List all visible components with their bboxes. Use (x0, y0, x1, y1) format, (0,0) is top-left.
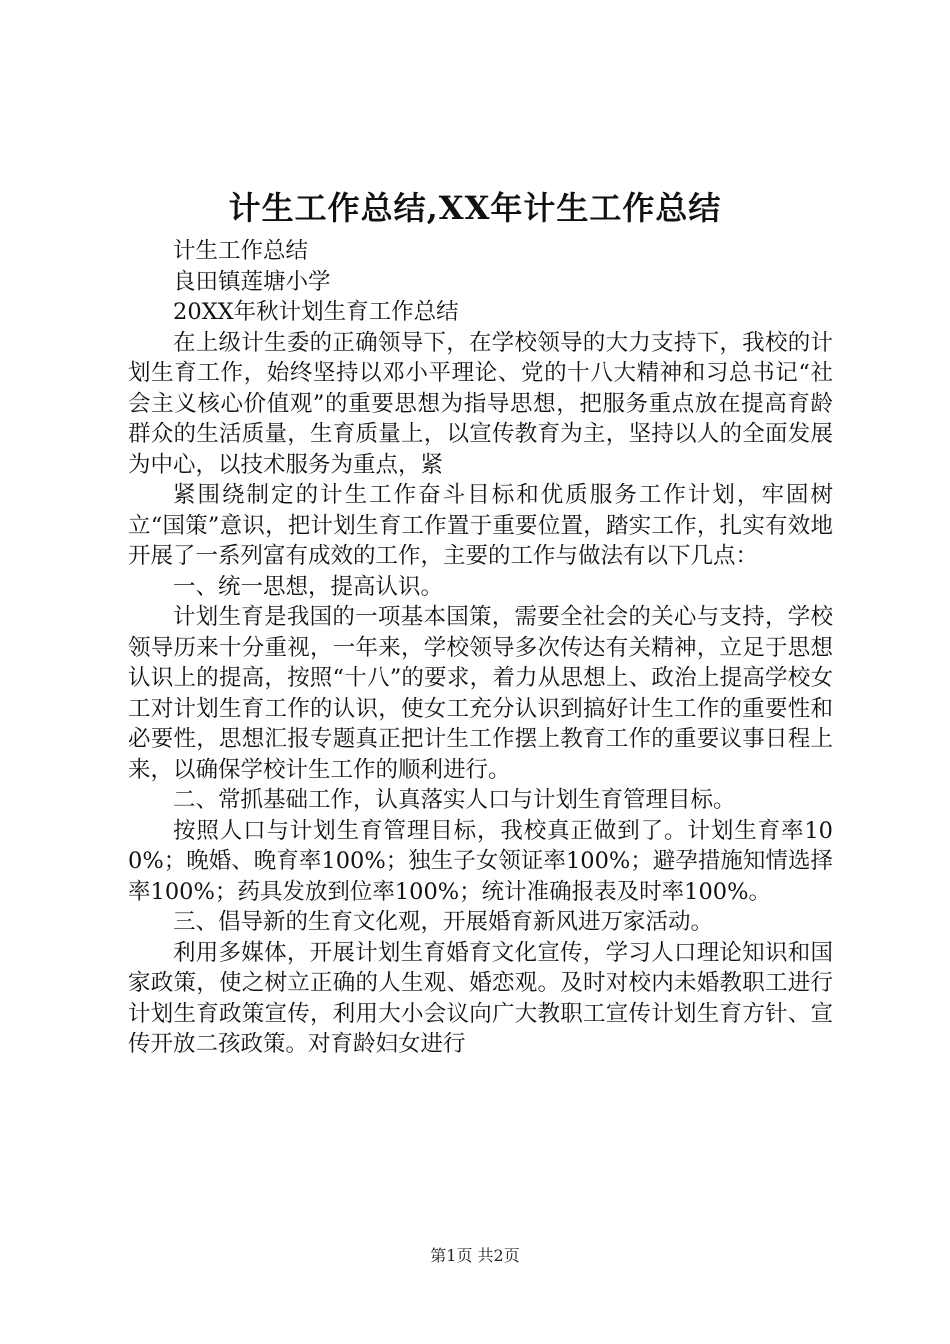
paragraph-subtitle: 20XX年秋计划生育工作总结 (173, 299, 459, 325)
paragraph-section-3: 利用多媒体，开展计划生育婚育文化宣传，学习人口理论知识和国家政策，使之树立正确的人生观、婚恋观。及时对校内未婚教职工进行计划生育政策宣传，利用大小会议向广大教职工宣传计划生育方针、宣传开放二孩政策。对育龄妇女进行 (128, 939, 833, 1057)
section-heading-2: 二、常抓基础工作，认真落实人口与计划生育管理目标。 (173, 787, 736, 813)
section-heading-3: 三、倡导新的生育文化观，开展婚育新风进万家活动。 (173, 909, 714, 935)
paragraph-section-1: 计划生育是我国的一项基本国策，需要全社会的关心与支持，学校领导历来十分重视，一年来，学校领导多次传达有关精神，立足于思想认识上的提高，按照“十八”的要求，着力从思想上、政治上提高学校女工对计划生育工作的认识，使女工充分认识到搞好计生工作的重要性和必要性，思想汇报专题真正把计生工作摆上教育工作的重要议事日程上来，以确保学校计生工作的顺利进行。 (128, 604, 833, 783)
document-body (128, 236, 833, 1060)
paragraph-school: 良田镇莲塘小学 (173, 268, 331, 295)
paragraph-section-2: 按照人口与计划生育管理目标，我校真正做到了。计划生育率100%；晚婚、晚育率100%；独生子女领证率100%；避孕措施知情选择率100%；药具发放到位率100%；统计准确报表及时率100%。 (128, 817, 833, 905)
page-number: 第1页 共2页 (430, 1246, 520, 1265)
paragraph-heading: 计生工作总结 (173, 238, 309, 264)
section-heading-1: 一、统一思想，提高认识。 (173, 573, 444, 600)
document-title: 计生工作总结,XX年计生工作总结 (228, 189, 722, 227)
paragraph-intro: 在上级计生委的正确领导下，在学校领导的大力支持下，我校的计划生育工作，始终坚持以邓小平理论、党的十八大精神和习总书记“社会主义核心价值观”的重要思想为指导思想，把服务重点放在提高育龄群众的生活质量，生育质量上，以宣传教育为主，坚持以人的全面发展为中心，以技术服务为重点，紧 (128, 329, 833, 478)
paragraph-intro-continued: 紧围绕制定的计生工作奋斗目标和优质服务工作计划，牢固树立“国策”意识，把计划生育工作置于重要位置，踏实工作，扎实有效地开展了一系列富有成效的工作，主要的工作与做法有以下几点： (128, 482, 833, 569)
